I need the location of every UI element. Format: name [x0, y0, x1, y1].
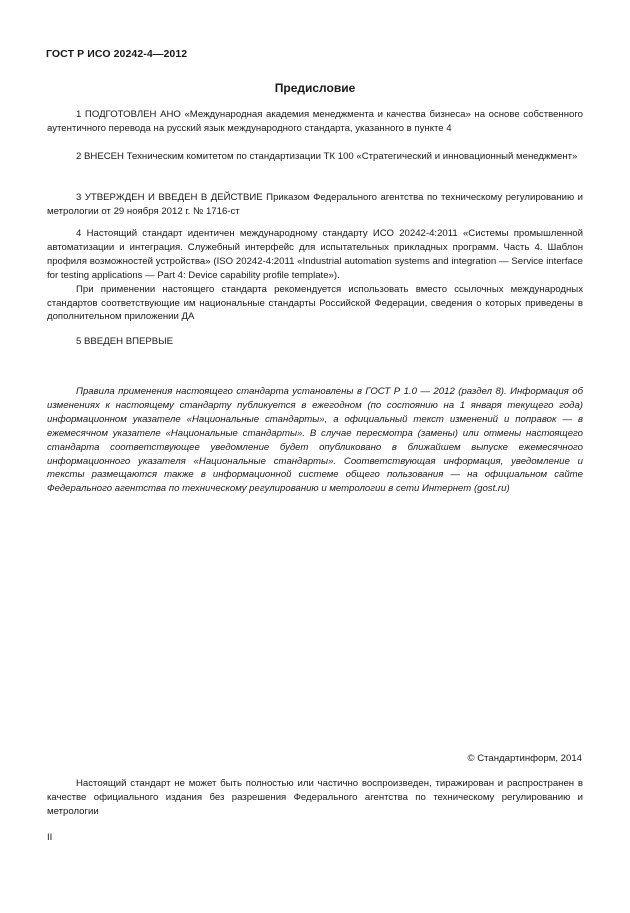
section-3 [47, 191, 583, 219]
document-header-id: ГОСТ Р ИСО 20242-4—2012 [46, 48, 188, 60]
section-2 [47, 150, 583, 164]
section-3-text: 3 УТВЕРЖДЕН И ВВЕДЕН В ДЕЙСТВИЕ Приказом Федерального агентства по техническому регулированию и метрологии от 29 ноября 2012 г. № 1716-ст [47, 192, 583, 217]
section-2-text: 2 ВНЕСЕН Техническим комитетом по стандартизации ТК 100 «Стратегический и инновационный менеджмент» [76, 151, 578, 162]
section-4-text: 4 Настоящий стандарт идентичен международному стандарту ИСО 20242-4:2011 «Системы промышленной автоматизации и интеграция. Служебный интерфейс для испытательных прикладных программ. Часть 4. Шаблон профиля возможностей устройства» (ISO 20242-4:2011 «Industrial automation systems and integration — Service interface for testing applications — Part 4: Device capability profile template»). [47, 228, 583, 281]
section-1 [47, 108, 583, 136]
section-5 [47, 335, 583, 349]
reproduction-notice [47, 777, 583, 819]
page-number: II [47, 832, 53, 843]
section-1-text: 1 ПОДГОТОВЛЕН АНО «Международная академия менеджмента и качества бизнеса» на основе собственного аутентичного перевода на русский язык международного стандарта, указанного в пункте 4 [47, 109, 583, 134]
section-4 [47, 227, 583, 324]
section-4-note: При применении настоящего стандарта рекомендуется использовать вместо ссылочных международных стандартов соответствующие им национальные стандарты Российской Федерации, сведения о которых приведены в дополнительном приложении ДА [47, 283, 583, 323]
copyright: © Стандартинформ, 2014 [467, 753, 582, 764]
reproduction-notice-text: Настоящий стандарт не может быть полностью или частично воспроизведен, тиражирован и распространен в качестве официального издания без разрешения Федерального агентства по техническому регулированию и метрологии [47, 778, 583, 817]
page-title: Предисловие [274, 81, 356, 95]
section-5-text: 5 ВВЕДЕН ВПЕРВЫЕ [76, 336, 174, 347]
rules-notice-text: Правила применения настоящего стандарта установлены в ГОСТ Р 1.0 — 2012 (раздел 8). Информация об изменениях к настоящему стандарту публикуется в ежегодном (по состоянию на 1 января текущего года) информационном указателе «Национальные стандарты», а официальный текст изменений и поправок — в ежемесячном указателе «Национальные стандарты». В случае пересмотра (замены) или отмены настоящего стандарта соответствующее уведомление будет опубликовано в ближайшем выпуске ежемесячного информационного указателя «Национальные стандарты». Соответствующая информация, уведомление и тексты размещаются также в информационной системе общего пользования — на официальном сайте Федерального агентства по техническому регулированию и метрологии в сети Интернет (gost.ru) [47, 386, 583, 495]
rules-notice [47, 385, 583, 496]
